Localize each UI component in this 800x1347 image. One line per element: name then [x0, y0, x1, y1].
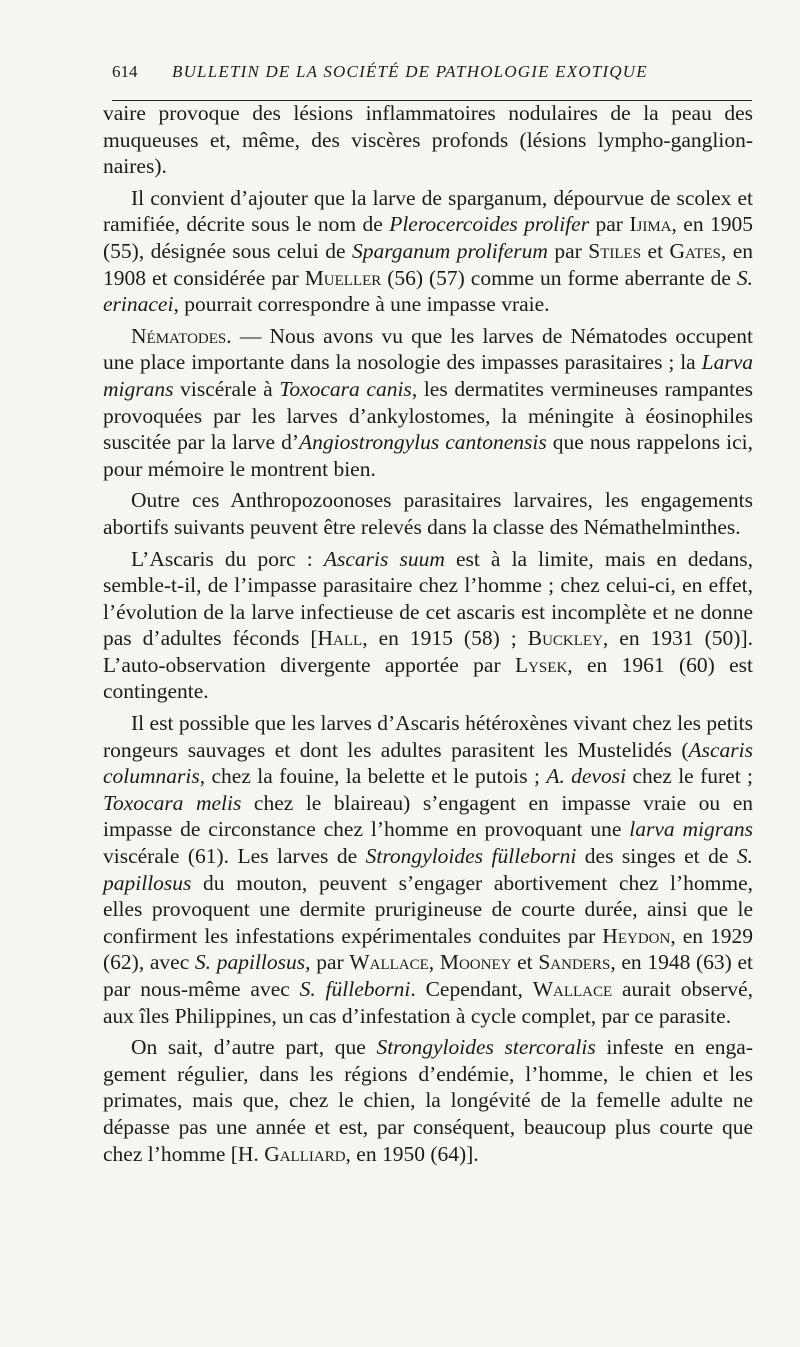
text-run: — Nous avons vu que les larves de Nématodes occupent une place importante dans la nosologie des impasses parasitaires ; la [103, 323, 753, 375]
italic-text: S. papillosus [194, 950, 306, 975]
text-run: , [428, 950, 440, 975]
text-run: , en 1915 (58) ; [362, 626, 528, 651]
author-name: Ijima [629, 212, 672, 237]
text-run: par [547, 238, 589, 263]
italic-text: larva migrans [629, 817, 753, 842]
text-run: et [511, 950, 539, 975]
text-run: et [641, 238, 670, 263]
running-header [112, 62, 752, 82]
paragraph [103, 1034, 753, 1167]
italic-text: Angiostrongylus cantonensis [299, 430, 547, 455]
italic-text: Plerocercoides prolifer [389, 212, 590, 237]
italic-text: Ascaris columnaris [103, 737, 753, 789]
text-run: , pourrait correspondre à une impasse vraie. [173, 292, 550, 317]
italic-text: A. devosi [546, 764, 627, 789]
page-number: 614 [112, 62, 138, 81]
text-run: des singes et de [576, 844, 737, 869]
text-run: Outre ces Anthropozoonoses parasitaires larvaires, les engagements abortifs suivants peuvent être relevés dans la classe des Némathelminthes. [103, 488, 753, 539]
italic-text: S. papillosus [103, 844, 754, 895]
author-name: Mueller [304, 265, 382, 290]
author-name: Mooney [439, 950, 512, 975]
text-run: par [589, 212, 630, 237]
text-run: vaire provoque des lésions inflammatoires nodulaires de la peau des muqueuses et, même, des viscères profonds (lésions lympho-ganglionnaires). [103, 101, 753, 179]
author-name: Lysek [514, 652, 568, 677]
text-run: chez le blaireau) s’engagent en impasse vraie ou en impasse de circonstance chez l’homme en provoquant une [103, 790, 753, 842]
text-run: est à la limite, mais en dedans, semble-t-il, de l’impasse parasitaire chez l’homme ; chez celui-ci, en effet, l’évolution de la larve infectieuse de cet ascaris est incomplète et ne donne pas d’adultes féconds [ [103, 546, 753, 651]
text-run: du mouton, peuvent s’engager abortivement chez l’homme, elles provoquent une dermite prurigineuse de courte durée, ainsi que le confirment les infestations expérimentales conduites par [103, 870, 753, 948]
paragraph [103, 185, 753, 318]
author-name: Sanders [538, 950, 611, 975]
text-run: , en 1929 (62), avec [103, 923, 753, 975]
italic-text: Toxocara canis [279, 376, 412, 401]
text-run: , en 1905 (55), désignée sous celui de [103, 212, 754, 263]
text-run: que nous rappelons ici, pour mémoire le montrent bien. [103, 430, 753, 481]
text-run: , en 1931 (50)]. L’auto-observation divergente apportée par [103, 626, 753, 677]
text-run: , par [305, 950, 350, 975]
text-run: , en 1908 et considérée par [103, 238, 753, 290]
text-run: , les dermatites vermineuses rampantes provoquées par les larves d’ankylostomes, la méningite à éosinophiles suscitée par la larve d’ [103, 376, 753, 455]
paragraph [103, 546, 753, 706]
article-body [103, 100, 753, 1172]
paragraph [103, 487, 753, 540]
author-name: Wallace [349, 950, 429, 975]
text-run: Il convient d’ajouter que la larve de sparganum, dépourvue de scolex et ramifiée, décrite sous le nom de [103, 185, 753, 237]
paragraph [103, 710, 753, 1029]
author-name: Hall [317, 626, 363, 651]
italic-text: Sparganum proliferum [351, 238, 548, 263]
author-name: Wallace [532, 977, 613, 1001]
text-run: , en 1948 (63) et par nous-même avec [103, 950, 754, 1001]
text-run: viscérale à [173, 376, 280, 401]
text-run: , en 1950 (64)]. [345, 1141, 479, 1166]
journal-title: BULLETIN DE LA SOCIÉTÉ DE PATHOLOGIE EXOTIQUE [172, 62, 648, 81]
text-run: , en 1961 (60) est contingente. [103, 652, 753, 704]
text-run: , chez la fouine, la belette et le putois ; [199, 764, 547, 789]
text-run: viscérale (61). Les larves de [103, 844, 366, 869]
italic-text: Toxocara melis [103, 790, 242, 815]
italic-text: S. erinacei [103, 265, 754, 317]
author-name: Stiles [588, 238, 642, 263]
italic-text: Ascaris suum [323, 546, 445, 571]
author-name: Buckley [527, 626, 603, 651]
italic-text: S. fülleborni [299, 977, 411, 1001]
author-name: Galliard [264, 1141, 346, 1166]
paragraph [103, 100, 753, 180]
author-name: Heydon [602, 923, 671, 948]
text-run: On sait, d’autre part, que [131, 1035, 377, 1060]
text-run: Il est possible que les larves d’Ascaris hétéroxènes vivant chez les petits rongeurs sauvages et dont les adultes parasitent les Mustelidés ( [103, 711, 753, 762]
author-name: Gates [669, 238, 721, 263]
italic-text: Strongyloides stercoralis [376, 1035, 596, 1060]
paragraph [103, 323, 753, 483]
text-run: L’Ascaris du porc : [131, 546, 324, 571]
text-run: infeste en engagement régulier, dans les régions d’endémie, l’homme, le chien et les primates, mais que, chez le chien, la longévité de la femelle adulte ne dépasse pas une année et est, par conséquent, beaucoup plus courte que chez l’homme [H. [103, 1035, 754, 1166]
text-run: chez le furet ; [626, 764, 753, 789]
text-run: aurait observé, aux îles Philippines, un cas d’infestation à cycle complet, par ce parasite. [103, 977, 753, 1028]
italic-text: Larva migrans [103, 350, 753, 401]
author-name: Nématodes. [131, 323, 232, 348]
text-run: . Cependant, [410, 977, 533, 1001]
text-run: (56) (57) comme un forme aberrante de [381, 265, 737, 290]
italic-text: Strongyloides fülleborni [365, 844, 577, 869]
